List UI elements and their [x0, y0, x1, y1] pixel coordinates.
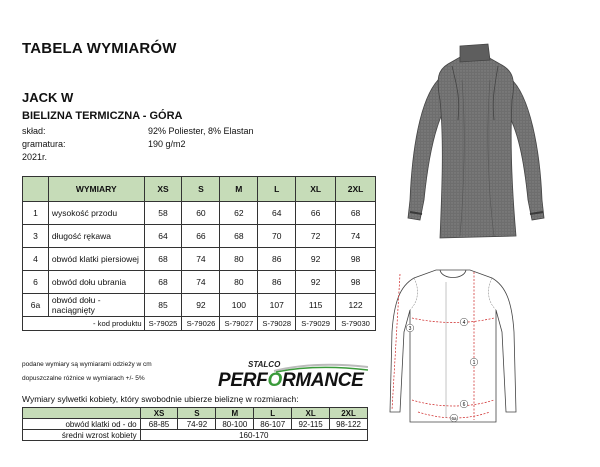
cell-value: 64 — [144, 225, 182, 248]
cell-value: 68 — [220, 225, 258, 248]
product-code: S-79029 — [296, 317, 336, 331]
cell-value: 115 — [296, 294, 336, 317]
diagram-marker: 1 — [472, 360, 476, 366]
cell-value: 122 — [336, 294, 376, 317]
header-size: L — [254, 408, 292, 419]
cell-value: 68-85 — [140, 419, 178, 430]
header-size: L — [258, 177, 296, 202]
cell-value: 80-100 — [216, 419, 254, 430]
header-size: XS — [140, 408, 178, 419]
body-size-title: Wymiary sylwetki kobiety, który swobodnie ubierze bieliznę w rozmiarach: — [22, 394, 299, 404]
cell-value: 80 — [220, 271, 258, 294]
logo-part: RMANCE — [281, 370, 364, 391]
note-tolerance: dopuszczalne różnice w wymiarach +/- 5% — [22, 375, 145, 382]
header-blank — [23, 177, 49, 202]
table-row — [23, 248, 376, 271]
header-blank — [23, 408, 141, 419]
diagram-marker: 4 — [462, 320, 466, 326]
cell-value: 68 — [144, 248, 182, 271]
measurement-diagram — [388, 262, 518, 432]
cell-value: 80 — [220, 248, 258, 271]
size-table-header — [23, 177, 376, 202]
page-title: TABELA WYMIARÓW — [22, 40, 177, 57]
spec-value-weight: 190 g/m2 — [148, 139, 186, 149]
cell-value: 98 — [336, 248, 376, 271]
table-row — [23, 294, 376, 317]
cell-value: 92 — [296, 248, 336, 271]
header-size: M — [220, 177, 258, 202]
header-size: M — [216, 408, 254, 419]
cell-value: 98-122 — [330, 419, 368, 430]
product-codes-row — [23, 317, 376, 331]
table-row — [23, 430, 368, 441]
header-size: XL — [292, 408, 330, 419]
shirt-photo — [400, 40, 550, 245]
cell-value: 107 — [258, 294, 296, 317]
cell-value: 60 — [182, 202, 220, 225]
cell-value: 74 — [182, 248, 220, 271]
cell-value: 66 — [182, 225, 220, 248]
logo-part: O — [267, 370, 282, 391]
spec-label-composition: skład: — [22, 126, 46, 136]
row-label: długość rękawa — [48, 225, 144, 248]
cell-value: 85 — [144, 294, 182, 317]
body-size-table — [22, 407, 368, 441]
cell-value: 86-107 — [254, 419, 292, 430]
row-label: obwód klatki piersiowej — [48, 248, 144, 271]
row-label: wysokość przodu — [48, 202, 144, 225]
cell-value: 68 — [336, 202, 376, 225]
product-code: S-79030 — [336, 317, 376, 331]
row-label: obwód dołu ubrania — [48, 271, 144, 294]
header-size: 2XL — [336, 177, 376, 202]
row-label: średni wzrost kobiety — [23, 430, 141, 441]
cell-value: 86 — [258, 248, 296, 271]
cell-value: 92 — [296, 271, 336, 294]
cell-value: 74 — [336, 225, 376, 248]
product-name: BIELIZNA TERMICZNA - GÓRA — [22, 110, 183, 122]
cell-value: 64 — [258, 202, 296, 225]
row-number: 6 — [23, 271, 49, 294]
cell-value: 92-115 — [292, 419, 330, 430]
cell-value: 92 — [182, 294, 220, 317]
row-label: obwód klatki od - do — [23, 419, 141, 430]
diagram-marker: 6 — [462, 402, 466, 408]
product-code: S-79028 — [258, 317, 296, 331]
cell-value: 58 — [144, 202, 182, 225]
cell-value: 98 — [336, 271, 376, 294]
table-row — [23, 271, 376, 294]
row-label: obwód dołu - naciągnięty — [48, 294, 144, 317]
logo-part: PERF — [218, 370, 268, 391]
header-size: XS — [144, 177, 182, 202]
diagram-marker: 6a — [451, 416, 457, 421]
cell-value: 74 — [182, 271, 220, 294]
product-code: S-79027 — [220, 317, 258, 331]
header-size: 2XL — [330, 408, 368, 419]
logo-stalco-text: STALCO — [248, 360, 281, 369]
cell-value: 160-170 — [140, 430, 367, 441]
row-number: 1 — [23, 202, 49, 225]
header-label: WYMIARY — [48, 177, 144, 202]
table-row — [23, 419, 368, 430]
header-size: S — [182, 177, 220, 202]
codes-label: - kod produktu — [23, 317, 145, 331]
header-size: XL — [296, 177, 336, 202]
product-code: S-79026 — [182, 317, 220, 331]
product-code: S-79025 — [144, 317, 182, 331]
spec-label-weight: gramatura: — [22, 139, 66, 149]
brand-logo — [218, 360, 368, 396]
cell-value: 68 — [144, 271, 182, 294]
diagram-marker: 3 — [408, 326, 412, 332]
cell-value: 100 — [220, 294, 258, 317]
row-number: 4 — [23, 248, 49, 271]
cell-value: 86 — [258, 271, 296, 294]
spec-value-composition: 92% Poliester, 8% Elastan — [148, 126, 254, 136]
row-number: 6a — [23, 294, 49, 317]
row-number: 3 — [23, 225, 49, 248]
model-name: JACK W — [22, 90, 74, 105]
size-table — [22, 176, 376, 331]
cell-value: 74-92 — [178, 419, 216, 430]
spec-year: 2021r. — [22, 152, 48, 162]
table-row — [23, 225, 376, 248]
logo-performance-text — [218, 370, 364, 392]
note-units: podane wymiary są wymiarami odzieży w cm — [22, 361, 152, 368]
cell-value: 72 — [296, 225, 336, 248]
header-size: S — [178, 408, 216, 419]
table-row — [23, 202, 376, 225]
body-table-header — [23, 408, 368, 419]
cell-value: 66 — [296, 202, 336, 225]
cell-value: 70 — [258, 225, 296, 248]
cell-value: 62 — [220, 202, 258, 225]
